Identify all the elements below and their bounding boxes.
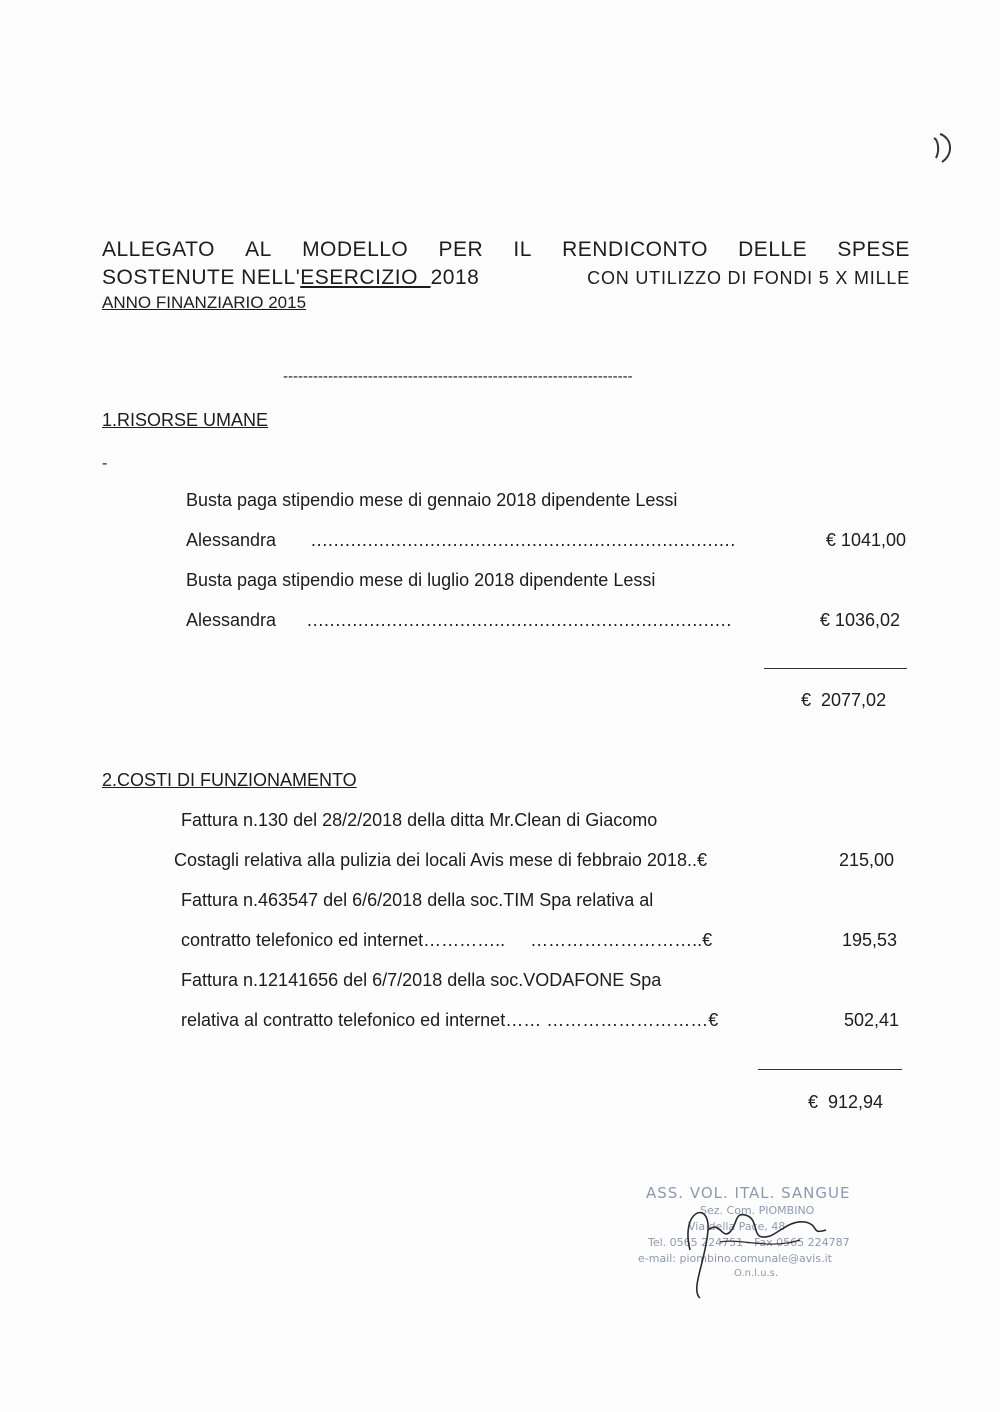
title-word: IL [513, 238, 532, 261]
section-1-total: € 2077,02 [801, 690, 887, 710]
title-word: ALLEGATO [102, 238, 215, 261]
item-2-dots: ………………………………………………………………… [306, 610, 732, 630]
title-prefix: SOSTENUTE NELL' [102, 266, 301, 289]
handwritten-signature [630, 1180, 890, 1300]
title-word: SPESE [837, 238, 910, 261]
cost-line-2 [174, 850, 894, 871]
stamp-line-6: O.n.l.u.s. [734, 1268, 779, 1279]
title-word: PER [438, 238, 484, 261]
cost-line-6 [181, 1010, 899, 1031]
association-stamp [630, 1180, 890, 1300]
title-word: DELLE [738, 238, 808, 261]
item-1-line-2 [186, 530, 906, 551]
title-word: RENDICONTO [562, 238, 708, 261]
title-line-3: ANNO FINANZIARIO 2015 [102, 293, 307, 312]
item-2-line-2 [186, 610, 900, 631]
section-2-total: € 912,94 [808, 1092, 884, 1112]
title-year: 2018 [430, 266, 480, 289]
title-rest: CON UTILIZZO DI FONDI 5 X MILLE [587, 268, 910, 288]
item-1-label: Alessandra [186, 530, 277, 550]
item-1-line-1: Busta paga stipendio mese di gennaio 2018 dipendente Lessi [186, 490, 678, 510]
item-2-amount: € 1036,02 [819, 610, 900, 630]
title-word: MODELLO [302, 238, 409, 261]
stamp-line-5: e-mail: piombino.comunale@avis.it [638, 1252, 832, 1265]
cost-line-4-amount: 195,53 [841, 930, 897, 950]
section-1-total-rule [764, 668, 907, 669]
stamp-line-3: Via della Pace, 48 [688, 1220, 786, 1233]
cost-line-6-text: relativa al contratto telefonico ed internet…… ………………………€ [181, 1010, 719, 1030]
title-word: AL [245, 238, 272, 261]
separator: ---------------------------------------------------------------------- [283, 368, 633, 385]
item-2-line-1: Busta paga stipendio mese di luglio 2018 dipendente Lessi [186, 570, 656, 590]
cost-line-5: Fattura n.12141656 del 6/7/2018 della soc.VODAFONE Spa [181, 970, 662, 990]
title-line-2 [102, 266, 910, 290]
stamp-line-4: Tel. 0565 224751 - Fax 0565 224787 [648, 1236, 850, 1249]
stray-dash: - [102, 455, 108, 472]
stamp-line-2: Sez. Com. PIOMBINO [700, 1204, 815, 1217]
cost-line-4 [181, 930, 897, 951]
section-2-total-rule [758, 1069, 902, 1070]
cost-line-4-text: contratto telefonico ed internet………….. ………………………..€ [181, 930, 713, 950]
cost-line-6-amount: 502,41 [843, 1010, 899, 1030]
cost-line-3: Fattura n.463547 del 6/6/2018 della soc.TIM Spa relativa al [181, 890, 654, 910]
section-1-heading: 1.RISORSE UMANE [102, 410, 269, 430]
handwritten-page-number [928, 128, 958, 173]
item-2-label: Alessandra [186, 610, 277, 630]
item-1-amount: € 1041,00 [825, 530, 906, 550]
cost-line-1: Fattura n.130 del 28/2/2018 della ditta Mr.Clean di Giacomo [181, 810, 658, 830]
item-1-dots: ………………………………………………………………… [310, 530, 736, 550]
cost-line-2-amount: 215,00 [838, 850, 894, 870]
stamp-line-1: ASS. VOL. ITAL. SANGUE [646, 1184, 851, 1202]
title-underlined: ESERCIZIO [300, 266, 431, 289]
title-line-1 [102, 238, 910, 262]
section-2-heading: 2.COSTI DI FUNZIONAMENTO [102, 770, 357, 790]
cost-line-2-text: Costagli relativa alla pulizia dei locali Avis mese di febbraio 2018..€ [174, 850, 707, 870]
